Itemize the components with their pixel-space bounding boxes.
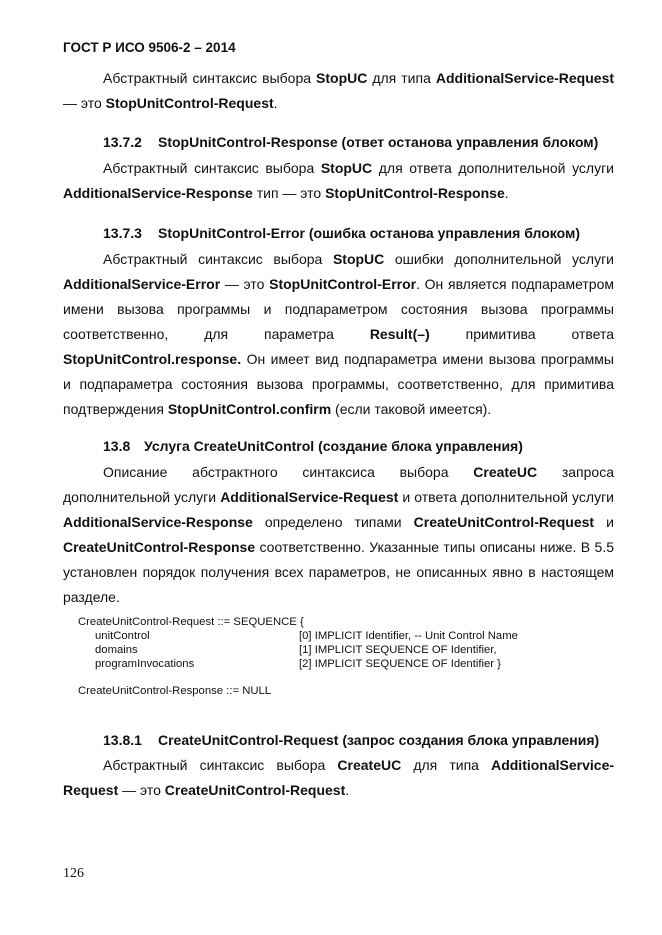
paragraph-createuc-request: Абстрактный синтаксис выбора CreateUC для типа AdditionalService-Request — это CreateUnitControl-Request. xyxy=(63,757,615,798)
code-line: CreateUnitControl-Request ::= SEQUENCE { xyxy=(78,616,304,628)
section-heading-13-7-3: 13.7.3 StopUnitControl-Error (ошибка останова управления блоком) xyxy=(103,225,580,241)
paragraph-stopuc-request: Абстрактный синтаксис выбора StopUC для типа AdditionalService-Request — это StopUnitControl-Request. xyxy=(63,70,615,111)
asn1-code-response xyxy=(78,684,271,698)
paragraph-stopuc-error: Абстрактный синтаксис выбора StopUC ошибки дополнительной услуги AdditionalService-Error — это StopUnitControl-Error. Он является подпараметром имени вызова программы и подпараметром состояния вызова программы соответственно, для параметра Result(–) примитива ответа StopUnitControl.response. Он имеет вид подпараметра имени вызова программы и подпараметра состояния вызова программы, соответственно, для примитива подтверждения StopUnitControl.confirm (если таковой имеется). xyxy=(63,251,615,417)
code-row: programInvocations [2] IMPLICIT SEQUENCE OF Identifier } xyxy=(95,658,501,670)
paragraph-stopuc-response: Абстрактный синтаксис выбора StopUC для ответа дополнительной услуги AdditionalService-Response тип — это StopUnitControl-Response. xyxy=(63,160,615,201)
asn1-code-block xyxy=(78,615,518,671)
code-row: domains [1] IMPLICIT SEQUENCE OF Identifier, xyxy=(95,644,497,656)
code-line: CreateUnitControl-Response ::= NULL xyxy=(78,685,272,697)
document-header: ГОСТ Р ИСО 9506-2 – 2014 xyxy=(63,40,236,55)
code-row: unitControl [0] IMPLICIT Identifier, -- Unit Control Name xyxy=(95,630,518,642)
section-heading-13-8-1: 13.8.1 CreateUnitControl-Request (запрос создания блока управления) xyxy=(103,732,600,748)
paragraph-createuc-description: Описание абстрактного синтаксиса выбора CreateUC запроса дополнительной услуги AdditionalService-Request и ответа дополнительной услуги AdditionalService-Response определено типами CreateUnitControl-Request и CreateUnitControl-Response соответственно. Указанные типы описаны ниже. В 5.5 установлен порядок получения всех параметров, не описанных явно в настоящем разделе. xyxy=(63,464,614,605)
section-heading-13-8: 13.8 Услуга CreateUnitControl (создание блока управления) xyxy=(103,438,523,454)
section-heading-13-7-2: 13.7.2 StopUnitControl-Response (ответ останова управления блоком) xyxy=(103,134,599,150)
page-number: 126 xyxy=(63,866,84,881)
